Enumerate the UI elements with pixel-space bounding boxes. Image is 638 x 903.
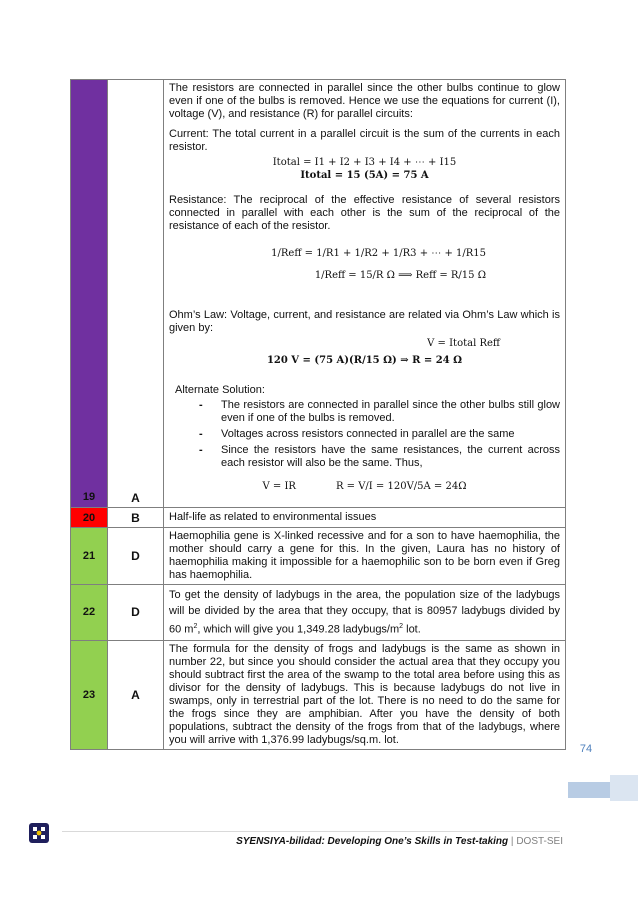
- intro-text: The resistors are connected in parallel since the other bulbs continue to glow even if one of the bulbs is removed. Hence we use the equations for current (I), voltage (V), and resistance (R) for parallel circuits:: [169, 82, 560, 120]
- current-eq-1: Itotal = I1 + I2 + I3 + I4 + ⋯ + I15: [272, 157, 457, 168]
- superscript: 2: [193, 623, 198, 630]
- text-part: lot.: [403, 623, 421, 636]
- ohm-eq-1: V = Itotal Reff: [427, 338, 500, 349]
- final-eq-1: V = IR: [262, 481, 296, 492]
- resistance-text: Resistance: The reciprocal of the effective resistance of several resistors connected in parallel with each other is the sum of the reciprocal of the resistance of each of the resistor.: [169, 194, 560, 232]
- footer-title: SYENSIYA-bilidad: Developing One’s Skills in Test-taking: [236, 836, 509, 847]
- item-number: 19: [71, 80, 108, 508]
- answer-letter: A: [108, 640, 164, 749]
- ohm-equations: [169, 337, 560, 372]
- list-item: - The resistors are connected in parallel since the other bulbs still glow even if one of the bulbs is removed.: [197, 399, 560, 425]
- text-part: , which will give you 1,349.28 ladybugs/m: [197, 623, 400, 636]
- resistance-equations: [169, 243, 486, 287]
- ohm-eq-2: 120 V = (75 A)(R/15 Ω) ⇒ R = 24 Ω: [266, 355, 463, 366]
- list-item: - Since the resistors have the same resistances, the current across each resistor will also be the same. Thus,: [197, 444, 560, 470]
- footer-separator: |: [508, 836, 517, 847]
- explanation: [164, 80, 566, 508]
- final-equations: [169, 473, 560, 501]
- item-number: 23: [71, 640, 108, 749]
- page-number: 74: [579, 743, 593, 755]
- current-eq-2: Itotal = 15 (5A) = 75 A: [300, 170, 429, 181]
- current-text: Current: The total current in a parallel circuit is the sum of the currents in each resistor.: [169, 128, 560, 153]
- ohm-text: Ohm’s Law: Voltage, current, and resistance are related via Ohm’s Law which is given by:: [169, 309, 560, 334]
- answer-key-table: [70, 79, 566, 750]
- superscript: 2: [399, 623, 404, 630]
- table-row: [71, 585, 566, 641]
- list-item: - Voltages across resistors connected in parallel are the same: [197, 428, 560, 441]
- resistance-eq-1: 1/Reff = 1/R1 + 1/R2 + 1/R3 + ⋯ + 1/R15: [271, 248, 486, 259]
- current-equations: [169, 156, 560, 182]
- alt-list: [197, 399, 560, 470]
- footer-org: DOST-SEI: [516, 836, 563, 847]
- answer-letter: B: [108, 508, 164, 528]
- dost-seal-icon: [28, 822, 50, 844]
- table-row: [71, 80, 566, 508]
- page-tab-decoration: [610, 775, 638, 801]
- explanation: Half-life as related to environmental issues: [164, 508, 566, 528]
- table-row: [71, 528, 566, 585]
- alt-heading: Alternate Solution:: [175, 384, 265, 396]
- resistance-eq-2: 1/Reff = 15/R Ω ⟹ Reff = R/15 Ω: [314, 270, 486, 281]
- answer-letter: D: [108, 585, 164, 641]
- answer-letter: A: [108, 80, 164, 508]
- answer-letter: D: [108, 528, 164, 585]
- explanation: [164, 585, 566, 641]
- item-number: 21: [71, 528, 108, 585]
- item-number: 20: [71, 508, 108, 528]
- table-row: [71, 508, 566, 528]
- text-part: To get the density of ladybugs in the area, the population size of the ladybugs will be divided by the area that they occupy, that is 80957 ladybugs divided by 60 m: [169, 589, 560, 636]
- footer-text: [215, 836, 563, 847]
- table-row: [71, 640, 566, 749]
- explanation: Haemophilia gene is X-linked recessive and for a son to have haemophilia, the mother should carry a gene for this. In the given, Laura has no history of haemophilia making it impossible for a haemophilic son to be born even if Greg has haemophilia.: [164, 528, 566, 585]
- alternate-solution: [169, 384, 560, 470]
- footer-divider: [62, 831, 560, 832]
- item-number: 22: [71, 585, 108, 641]
- explanation: The formula for the density of frogs and ladybugs is the same as shown in number 22, but since you should consider the actual area that they occupy you should subtract first the area of the swamp to the total area before using this as divisor for the density of ladybugs. This is because ladybugs do not live in swamps, only in terrestrial part of the lot. There is no need to do the same for the frogs since they are amphibian. After you have the density of both populations, subtract the density of the frogs from that of the ladybugs, where you will arrive with 1,376.99 ladybugs/sq.m. lot.: [164, 640, 566, 749]
- final-eq-2: R = V/I = 120V/5A = 24Ω: [335, 481, 467, 492]
